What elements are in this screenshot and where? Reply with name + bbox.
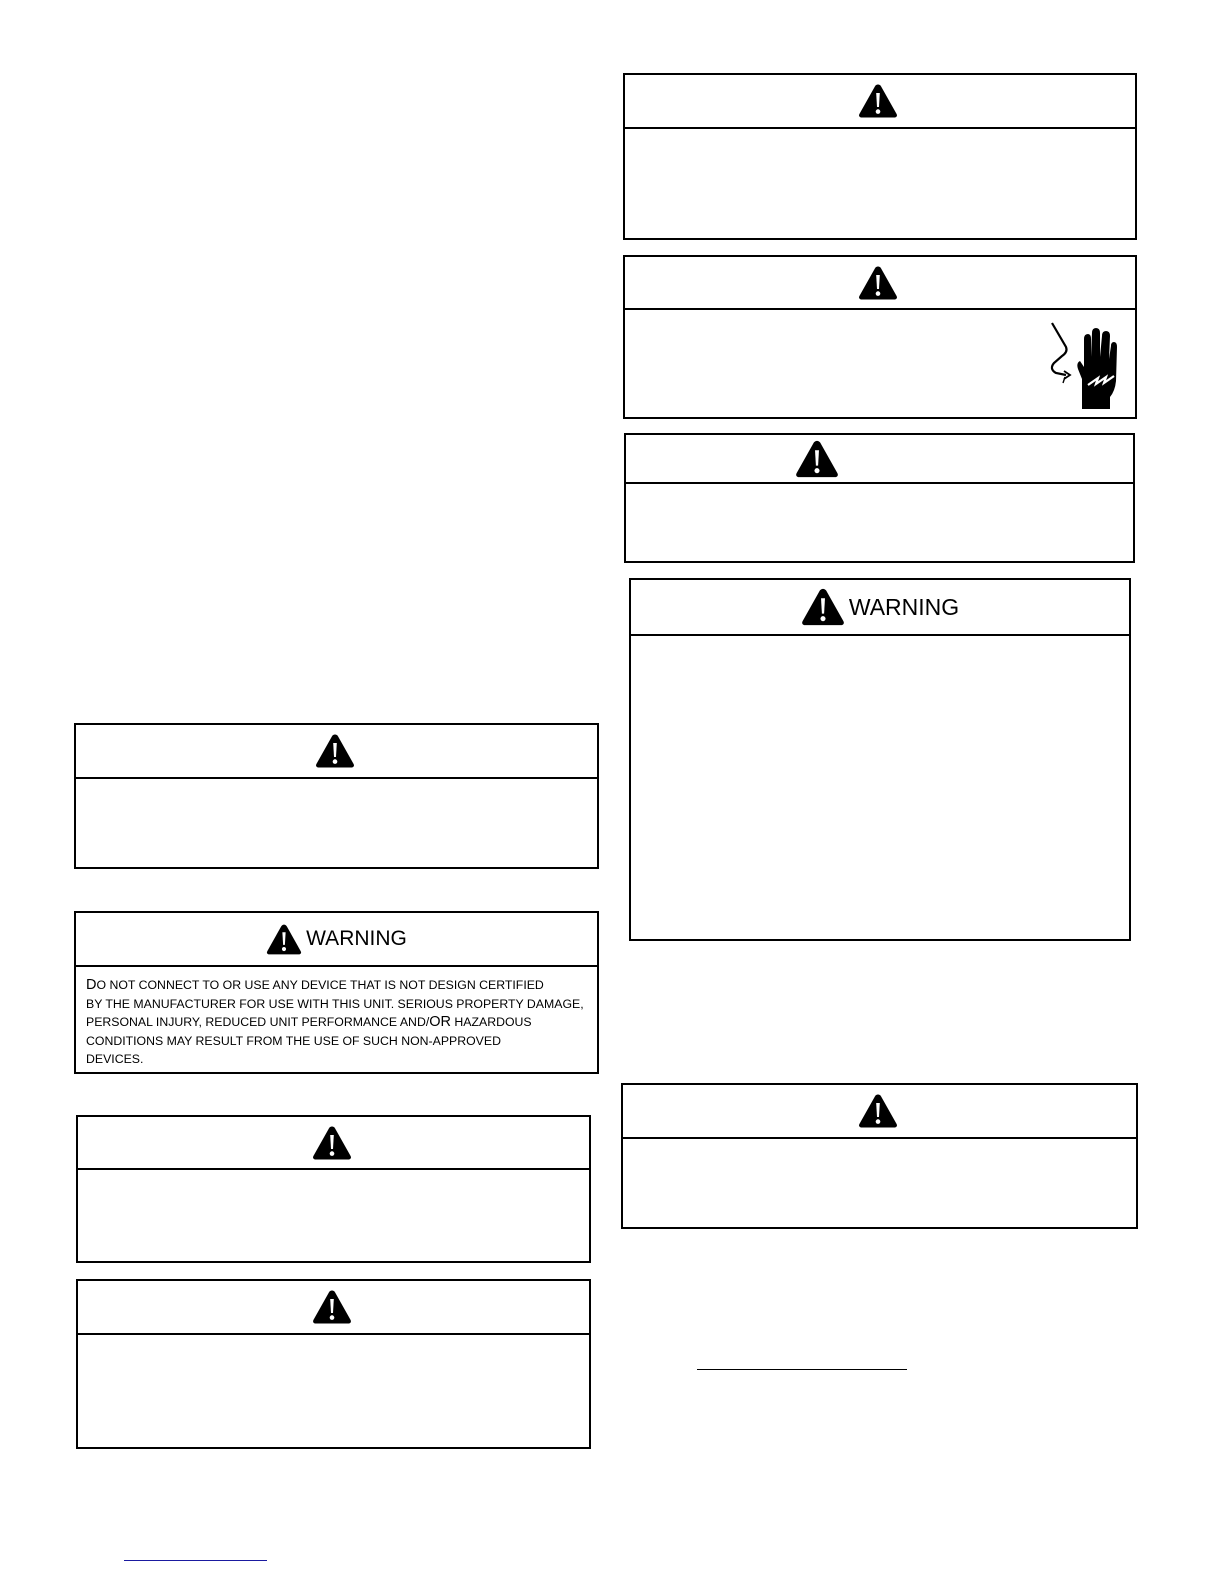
warning-header (78, 1281, 589, 1335)
warning-triangle-icon (858, 1093, 898, 1129)
warning-body-line: DO NOT CONNECT TO OR USE ANY DEVICE THAT IS NOT DESIGN CERTIFIED (86, 977, 544, 993)
warning-triangle-icon (312, 1125, 352, 1161)
warning-triangle-icon (266, 923, 302, 956)
warning-triangle-icon (312, 1289, 352, 1325)
warning-box-device-certification (74, 911, 599, 1074)
warning-label: WARNING (306, 927, 407, 950)
warning-body-line: BY THE MANUFACTURER FOR USE WITH THIS UNIT. SERIOUS PROPERTY DAMAGE, (86, 996, 584, 1011)
warning-box-right-third (624, 433, 1135, 563)
warning-body-line: CONDITIONS MAY RESULT FROM THE USE OF SUCH NON-APPROVED (86, 1033, 501, 1048)
warning-header (623, 1085, 1136, 1139)
warning-header (625, 257, 1135, 310)
warning-triangle-icon (858, 83, 898, 119)
warning-body-line: DEVICES. (86, 1052, 144, 1066)
link-underline (124, 1560, 267, 1561)
warning-box-electrical (623, 255, 1137, 419)
warning-box-right-first (623, 73, 1137, 240)
warning-header (76, 725, 597, 779)
warning-triangle-icon (801, 587, 845, 627)
underline-rule (697, 1369, 907, 1370)
warning-triangle-icon (315, 733, 355, 769)
warning-header (626, 435, 1133, 484)
warning-box-right-last (621, 1083, 1138, 1229)
warning-label: WARNING (848, 593, 960, 620)
warning-box-left-fourth (76, 1279, 591, 1449)
warning-header (78, 1117, 589, 1170)
warning-box-right-warning (629, 578, 1131, 941)
warning-triangle-icon (795, 439, 839, 479)
warning-header (76, 913, 597, 967)
warning-triangle-icon (858, 265, 898, 301)
warning-header (625, 75, 1135, 129)
electrical-shock-hand-icon (1046, 321, 1118, 414)
warning-body-line: PERSONAL INJURY, REDUCED UNIT PERFORMANCE AND/OR HAZARDOUS (86, 1014, 532, 1030)
warning-box-left-third (76, 1115, 591, 1263)
warning-body (76, 967, 597, 1078)
warning-header (631, 580, 1129, 636)
warning-box-left-top (74, 723, 599, 869)
